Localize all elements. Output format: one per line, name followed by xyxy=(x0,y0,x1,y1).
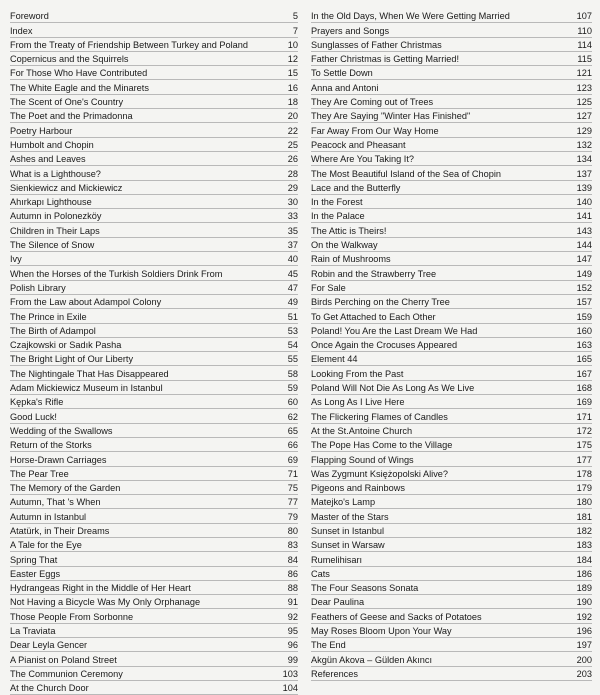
toc-entry xyxy=(10,552,298,566)
toc-entry-title: They Are Coming out of Trees xyxy=(311,97,434,108)
toc-entry-page-number: 186 xyxy=(576,568,592,579)
toc-entry-page-number: 103 xyxy=(282,668,298,679)
toc-entry xyxy=(311,80,592,94)
toc-entry xyxy=(311,524,592,538)
toc-entry xyxy=(10,209,298,223)
toc-entry-page-number: 141 xyxy=(576,211,592,222)
toc-entry-title: Hydrangeas Right in the Middle of Her Heart xyxy=(10,583,191,594)
toc-entry xyxy=(10,23,298,37)
toc-entry-page-number: 83 xyxy=(287,540,298,551)
toc-entry-title: The Pope Has Come to the Village xyxy=(311,440,453,451)
toc-entry-page-number: 91 xyxy=(287,597,298,608)
toc-entry xyxy=(10,352,298,366)
toc-entry-title: Children in Their Laps xyxy=(10,225,100,236)
toc-entry xyxy=(311,567,592,581)
toc-entry-page-number: 16 xyxy=(287,82,298,93)
toc-entry-page-number: 5 xyxy=(292,11,298,22)
toc-entry xyxy=(311,352,592,366)
toc-entry xyxy=(311,295,592,309)
toc-entry-title: Horse-Drawn Carriages xyxy=(10,454,107,465)
toc-entry-page-number: 147 xyxy=(576,254,592,265)
toc-entry-page-number: 160 xyxy=(576,325,592,336)
toc-entry xyxy=(311,395,592,409)
toc-entry xyxy=(311,638,592,652)
toc-entry-title: Far Away From Our Way Home xyxy=(311,125,439,136)
toc-entry-page-number: 80 xyxy=(287,525,298,536)
toc-entry xyxy=(311,238,592,252)
toc-entry xyxy=(311,667,592,681)
toc-entry-title: What is a Lighthouse? xyxy=(10,168,101,179)
toc-entry-page-number: 25 xyxy=(287,139,298,150)
toc-entry-title: Those People From Sorbonne xyxy=(10,611,134,622)
toc-entry xyxy=(311,52,592,66)
toc-entry xyxy=(10,567,298,581)
toc-entry-title: Looking From the Past xyxy=(311,368,404,379)
toc-entry-title: The Four Seasons Sonata xyxy=(311,583,419,594)
toc-entry-title: They Are Saying "Winter Has Finished" xyxy=(311,111,471,122)
toc-entry-page-number: 179 xyxy=(576,483,592,494)
toc-entry-title: The Birth of Adampol xyxy=(10,325,96,336)
toc-entry-page-number: 49 xyxy=(287,297,298,308)
toc-entry-page-number: 86 xyxy=(287,568,298,579)
toc-entry-page-number: 26 xyxy=(287,154,298,165)
toc-entry-title: Prayers and Songs xyxy=(311,25,390,36)
toc-entry xyxy=(311,195,592,209)
toc-entry-page-number: 180 xyxy=(576,497,592,508)
toc-entry-page-number: 37 xyxy=(287,240,298,251)
toc-entry-title: Good Luck! xyxy=(10,411,57,422)
toc-entry xyxy=(311,209,592,223)
toc-entry-page-number: 184 xyxy=(576,554,592,565)
toc-entry-page-number: 107 xyxy=(576,11,592,22)
toc-entry-title: Peacock and Pheasant xyxy=(311,139,406,150)
toc-entry xyxy=(10,609,298,623)
toc-entry xyxy=(311,552,592,566)
toc-entry-title: Autumn in Istanbul xyxy=(10,511,87,522)
toc-entry xyxy=(10,467,298,481)
toc-entry-title: The Memory of the Garden xyxy=(10,483,121,494)
toc-entry-title: Robin and the Strawberry Tree xyxy=(311,268,437,279)
toc-entry-title: Ahırkapı Lighthouse xyxy=(10,197,92,208)
toc-entry xyxy=(311,252,592,266)
toc-entry xyxy=(10,309,298,323)
toc-entry xyxy=(10,9,298,23)
toc-entry xyxy=(311,424,592,438)
toc-entry xyxy=(10,638,298,652)
toc-entry-title: Easter Eggs xyxy=(10,568,61,579)
toc-entry xyxy=(311,409,592,423)
toc-entry-page-number: 84 xyxy=(287,554,298,565)
toc-entry-page-number: 182 xyxy=(576,525,592,536)
toc-entry-title: Pigeons and Rainbows xyxy=(311,483,405,494)
toc-entry xyxy=(311,9,592,23)
toc-entry xyxy=(311,324,592,338)
toc-entry xyxy=(10,166,298,180)
toc-entry xyxy=(10,452,298,466)
toc-entry-page-number: 55 xyxy=(287,354,298,365)
toc-entry-title: Anna and Antoni xyxy=(311,82,379,93)
toc-entry-title: Czajkowski or Sadık Pasha xyxy=(10,340,122,351)
toc-entry-page-number: 12 xyxy=(287,54,298,65)
toc-entry xyxy=(311,338,592,352)
toc-entry-page-number: 189 xyxy=(576,583,592,594)
toc-entry xyxy=(10,252,298,266)
toc-entry-title: To Settle Down xyxy=(311,68,373,79)
toc-entry xyxy=(311,66,592,80)
toc-entry xyxy=(10,366,298,380)
toc-entry xyxy=(10,123,298,137)
toc-entry-page-number: 88 xyxy=(287,583,298,594)
toc-entry-title: The Silence of Snow xyxy=(10,240,95,251)
toc-entry xyxy=(10,95,298,109)
toc-entry-page-number: 149 xyxy=(576,268,592,279)
toc-entry-page-number: 22 xyxy=(287,125,298,136)
toc-entry-title: Ashes and Leaves xyxy=(10,154,86,165)
toc-entry-title: The End xyxy=(311,640,346,651)
toc-entry xyxy=(10,195,298,209)
toc-entry xyxy=(311,109,592,123)
toc-entry-page-number: 18 xyxy=(287,97,298,108)
toc-entry-page-number: 69 xyxy=(287,454,298,465)
toc-entry-title: The Scent of One's Country xyxy=(10,97,124,108)
toc-entry-title: On the Walkway xyxy=(311,240,378,251)
toc-entry-title: Index xyxy=(10,25,33,36)
toc-entry-page-number: 104 xyxy=(282,683,298,694)
toc-entry-title: Autumn in Polonezköy xyxy=(10,211,102,222)
toc-entry xyxy=(10,338,298,352)
toc-entry-title: As Long As I Live Here xyxy=(311,397,405,408)
toc-entry-title: Matejko's Lamp xyxy=(311,497,376,508)
toc-entry xyxy=(10,266,298,280)
toc-entry-title: Flapping Sound of Wings xyxy=(311,454,414,465)
toc-entry-page-number: 159 xyxy=(576,311,592,322)
toc-entry-title: Poland! You Are the Last Dream We Had xyxy=(311,325,478,336)
toc-entry-page-number: 129 xyxy=(576,125,592,136)
toc-entry-page-number: 137 xyxy=(576,168,592,179)
toc-entry-title: Rain of Mushrooms xyxy=(311,254,391,265)
toc-entry-page-number: 144 xyxy=(576,240,592,251)
toc-entry-page-number: 183 xyxy=(576,540,592,551)
toc-entry-title: Not Having a Bicycle Was My Only Orphanage xyxy=(10,597,201,608)
toc-entry-page-number: 66 xyxy=(287,440,298,451)
toc-entry xyxy=(311,281,592,295)
toc-entry xyxy=(10,667,298,681)
toc-entry-title: Birds Perching on the Cherry Tree xyxy=(311,297,450,308)
toc-entry xyxy=(10,538,298,552)
toc-entry-page-number: 92 xyxy=(287,611,298,622)
toc-right-column xyxy=(311,9,592,681)
toc-entry-page-number: 143 xyxy=(576,225,592,236)
toc-entry xyxy=(10,223,298,237)
toc-entry-title: To Get Attached to Each Other xyxy=(311,311,436,322)
toc-entry-title: Copernicus and the Squirrels xyxy=(10,54,129,65)
toc-entry-title: A Pianist on Poland Street xyxy=(10,654,117,665)
toc-entry-page-number: 125 xyxy=(576,97,592,108)
toc-entry-page-number: 58 xyxy=(287,368,298,379)
toc-entry xyxy=(10,495,298,509)
toc-entry-title: Once Again the Crocuses Appeared xyxy=(311,340,458,351)
toc-entry xyxy=(311,495,592,509)
toc-entry xyxy=(10,438,298,452)
toc-entry xyxy=(10,138,298,152)
toc-entry-title: The Prince in Exile xyxy=(10,311,87,322)
toc-entry-title: References xyxy=(311,668,358,679)
toc-entry xyxy=(10,509,298,523)
toc-entry-page-number: 65 xyxy=(287,425,298,436)
toc-entry xyxy=(311,223,592,237)
toc-entry-title: The Nightingale That Has Disappeared xyxy=(10,368,169,379)
toc-entry-title: Feathers of Geese and Sacks of Potatoes xyxy=(311,611,482,622)
toc-entry-title: The Pear Tree xyxy=(10,468,69,479)
toc-entry-page-number: 190 xyxy=(576,597,592,608)
toc-entry-page-number: 99 xyxy=(287,654,298,665)
toc-entry xyxy=(311,152,592,166)
toc-entry xyxy=(10,652,298,666)
toc-entry-page-number: 192 xyxy=(576,611,592,622)
toc-entry-page-number: 115 xyxy=(577,54,592,65)
toc-entry xyxy=(10,424,298,438)
toc-entry-title: Sienkiewicz and Mickiewicz xyxy=(10,182,123,193)
toc-entry-page-number: 71 xyxy=(287,468,298,479)
toc-entry xyxy=(10,409,298,423)
toc-entry-title: Foreword xyxy=(10,11,49,22)
toc-entry-page-number: 47 xyxy=(287,282,298,293)
toc-entry xyxy=(311,366,592,380)
toc-entry-title: Dear Paulina xyxy=(311,597,365,608)
toc-entry-title: The Attic is Theirs! xyxy=(311,225,387,236)
toc-entry xyxy=(10,66,298,80)
toc-entry-title: For Those Who Have Contributed xyxy=(10,68,148,79)
toc-entry xyxy=(10,238,298,252)
toc-entry-title: Kępka's Rifle xyxy=(10,397,64,408)
toc-entry xyxy=(10,324,298,338)
toc-entry-page-number: 75 xyxy=(287,483,298,494)
toc-entry-page-number: 171 xyxy=(576,411,592,422)
toc-entry-title: Poetry Harbour xyxy=(10,125,73,136)
toc-entry-title: May Roses Bloom Upon Your Way xyxy=(311,626,452,637)
toc-entry xyxy=(10,581,298,595)
toc-entry xyxy=(10,38,298,52)
toc-entry-title: In the Old Days, When We Were Getting Married xyxy=(311,11,510,22)
toc-entry-page-number: 29 xyxy=(287,182,298,193)
toc-entry-page-number: 178 xyxy=(576,468,592,479)
toc-entry-page-number: 140 xyxy=(576,197,592,208)
toc-entry-page-number: 7 xyxy=(292,25,298,36)
toc-entry-page-number: 10 xyxy=(287,39,298,50)
toc-entry-page-number: 169 xyxy=(576,397,592,408)
toc-entry-title: Was Zygmunt Księżopolski Alive? xyxy=(311,468,449,479)
toc-entry-title: Wedding of the Swallows xyxy=(10,425,113,436)
toc-entry-page-number: 152 xyxy=(576,282,592,293)
toc-entry-title: The Flickering Flames of Candles xyxy=(311,411,448,422)
toc-entry-title: Dear Leyla Gencer xyxy=(10,640,88,651)
toc-entry-page-number: 110 xyxy=(577,25,592,36)
toc-entry-page-number: 200 xyxy=(576,654,592,665)
toc-entry-title: Master of the Stars xyxy=(311,511,389,522)
toc-entry-page-number: 95 xyxy=(287,626,298,637)
toc-entry-title: Spring That xyxy=(10,554,58,565)
toc-entry xyxy=(311,23,592,37)
toc-entry-page-number: 35 xyxy=(287,225,298,236)
toc-entry xyxy=(10,152,298,166)
toc-entry xyxy=(10,295,298,309)
toc-entry-title: The Communion Ceremony xyxy=(10,668,123,679)
toc-entry-page-number: 53 xyxy=(287,325,298,336)
toc-entry-page-number: 167 xyxy=(576,368,592,379)
toc-entry-page-number: 134 xyxy=(576,154,592,165)
toc-entry-page-number: 54 xyxy=(287,340,298,351)
toc-entry-page-number: 157 xyxy=(576,297,592,308)
toc-entry-page-number: 121 xyxy=(576,68,592,79)
toc-entry-title: When the Horses of the Turkish Soldiers Drink From xyxy=(10,268,223,279)
toc-entry xyxy=(10,595,298,609)
toc-entry-title: Ivy xyxy=(10,254,22,265)
toc-entry xyxy=(311,266,592,280)
toc-entry xyxy=(311,123,592,137)
toc-entry-page-number: 51 xyxy=(287,311,298,322)
toc-entry xyxy=(311,381,592,395)
toc-entry-title: Polish Library xyxy=(10,282,66,293)
toc-entry-title: In the Forest xyxy=(311,197,363,208)
toc-entry-page-number: 59 xyxy=(287,383,298,394)
toc-entry-page-number: 196 xyxy=(576,626,592,637)
toc-entry-title: Humbolt and Chopin xyxy=(10,139,94,150)
toc-entry-page-number: 114 xyxy=(577,39,592,50)
toc-entry-title: Sunglasses of Father Christmas xyxy=(311,39,442,50)
toc-entry-title: A Tale for the Eye xyxy=(10,540,82,551)
toc-entry-page-number: 62 xyxy=(287,411,298,422)
toc-entry-page-number: 15 xyxy=(287,68,298,79)
toc-entry xyxy=(10,80,298,94)
toc-entry-page-number: 172 xyxy=(576,425,592,436)
toc-entry xyxy=(10,281,298,295)
toc-entry-title: Poland Will Not Die As Long As We Live xyxy=(311,383,475,394)
toc-entry-page-number: 123 xyxy=(576,82,592,93)
toc-entry-page-number: 139 xyxy=(576,182,592,193)
toc-entry xyxy=(10,381,298,395)
toc-entry-page-number: 60 xyxy=(287,397,298,408)
toc-entry-title: The Most Beautiful Island of the Sea of Chopin xyxy=(311,168,501,179)
toc-entry-title: For Sale xyxy=(311,282,346,293)
toc-entry-title: At the St.Antoine Church xyxy=(311,425,413,436)
toc-entry-title: From the Law about Adampol Colony xyxy=(10,297,162,308)
toc-entry-page-number: 45 xyxy=(287,268,298,279)
toc-entry-page-number: 20 xyxy=(287,111,298,122)
toc-entry xyxy=(10,624,298,638)
toc-entry-title: From the Treaty of Friendship Between Turkey and Poland xyxy=(10,39,248,50)
toc-entry-title: Atatürk, in Their Dreams xyxy=(10,525,110,536)
toc-entry-page-number: 163 xyxy=(576,340,592,351)
toc-entry xyxy=(10,109,298,123)
toc-entry-page-number: 165 xyxy=(576,354,592,365)
toc-entry xyxy=(311,581,592,595)
toc-entry-page-number: 177 xyxy=(576,454,592,465)
toc-entry-page-number: 33 xyxy=(287,211,298,222)
toc-left-column xyxy=(10,9,298,695)
toc-entry xyxy=(10,681,298,695)
toc-entry-page-number: 127 xyxy=(576,111,592,122)
toc-entry-page-number: 77 xyxy=(287,497,298,508)
toc-entry-page-number: 40 xyxy=(287,254,298,265)
toc-entry xyxy=(10,481,298,495)
toc-entry xyxy=(311,166,592,180)
toc-entry-page-number: 30 xyxy=(287,197,298,208)
toc-entry xyxy=(311,481,592,495)
toc-entry-title: At the Church Door xyxy=(10,683,89,694)
toc-entry-title: Adam Mickiewicz Museum in Istanbul xyxy=(10,383,163,394)
toc-entry-title: Sunset in Istanbul xyxy=(311,525,385,536)
toc-entry-title: Element 44 xyxy=(311,354,358,365)
toc-entry xyxy=(10,181,298,195)
toc-entry xyxy=(311,38,592,52)
toc-entry xyxy=(311,538,592,552)
toc-entry-title: Autumn, That 's When xyxy=(10,497,101,508)
toc-entry xyxy=(311,138,592,152)
toc-entry xyxy=(311,595,592,609)
toc-entry-title: The Poet and the Primadonna xyxy=(10,111,133,122)
toc-entry-page-number: 175 xyxy=(576,440,592,451)
toc-entry-title: Akgün Akova – Gülden Akıncı xyxy=(311,654,433,665)
toc-entry-title: Rumelihisarı xyxy=(311,554,363,565)
toc-entry-title: Sunset in Warsaw xyxy=(311,540,385,551)
toc-entry xyxy=(311,309,592,323)
toc-entry-page-number: 203 xyxy=(576,668,592,679)
toc-entry xyxy=(311,609,592,623)
toc-entry-page-number: 28 xyxy=(287,168,298,179)
toc-entry xyxy=(311,438,592,452)
toc-entry xyxy=(10,395,298,409)
toc-entry-title: The Bright Light of Our Liberty xyxy=(10,354,134,365)
toc-entry-title: The White Eagle and the Minarets xyxy=(10,82,149,93)
toc-entry-page-number: 96 xyxy=(287,640,298,651)
toc-entry-page-number: 79 xyxy=(287,511,298,522)
toc-entry-title: Father Christmas is Getting Married! xyxy=(311,54,460,65)
toc-entry xyxy=(311,509,592,523)
toc-entry-title: Lace and the Butterfly xyxy=(311,182,401,193)
toc-entry-page-number: 197 xyxy=(576,640,592,651)
toc-entry-title: Cats xyxy=(311,568,330,579)
toc-entry xyxy=(311,652,592,666)
toc-entry-title: La Traviata xyxy=(10,626,56,637)
toc-entry xyxy=(311,95,592,109)
toc-entry-page-number: 132 xyxy=(576,139,592,150)
toc-entry-title: Return of the Storks xyxy=(10,440,92,451)
toc-entry-page-number: 168 xyxy=(576,383,592,394)
toc-entry xyxy=(10,524,298,538)
toc-entry-page-number: 181 xyxy=(576,511,592,522)
toc-entry-title: Where Are You Taking It? xyxy=(311,154,415,165)
toc-entry-title: In the Palace xyxy=(311,211,365,222)
toc-entry xyxy=(311,452,592,466)
toc-entry xyxy=(311,624,592,638)
toc-entry xyxy=(10,52,298,66)
toc-entry xyxy=(311,467,592,481)
toc-entry xyxy=(311,181,592,195)
